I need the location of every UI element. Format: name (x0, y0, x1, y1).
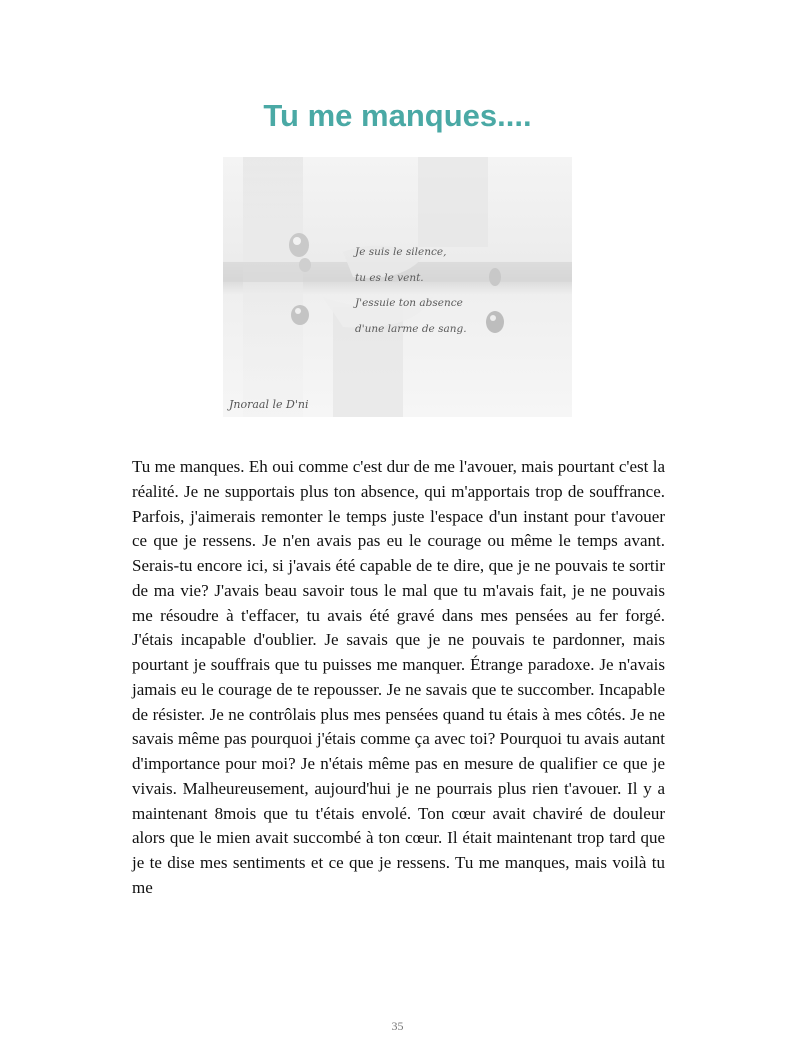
page-title: Tu me manques.... (263, 98, 532, 133)
artist-signature: Jnoraal le D'ni (229, 398, 309, 411)
poem-line: Je suis le silence, (355, 246, 447, 258)
poem-illustration (223, 157, 572, 417)
page-number: 35 (391, 1019, 404, 1033)
body-paragraph: Tu me manques. Eh oui comme c'est dur de me l'avouer, mais pourtant c'est la réalité. Je ne supportais plus ton absence, qui m'apportais trop de souffrance. Parfois, j'aimerais remonter le temps juste l'espace d'un instant pour t'avouer ce que je ressens. Je n'en avais pas eu le courage ou même le temps avant. Serais-tu encore ici, si j'avais été capable de te dire, que je ne pouvais te sortir de ma vie? J'avais beau savoir tous le mal que tu m'avais fait, je ne pouvais me résoudre à t'effacer, tu avais été gravé dans mes pensées au fer forgé. J'étais incapable d'oublier. Je savais que je ne pouvais te pardonner, mais pourtant je souffrais que tu puisses me manquer. Étrange paradoxe. Je n'avais jamais eu le courage de te repousser. Je ne savais que te succomber. Incapable de résister. Je ne contrôlais plus mes pensées quand tu étais à mes côtés. Je ne savais même pas pourquoi j'étais comme ça avec toi? Pourquoi tu avais autant d'importance pour moi? Je n'étais même pas en mesure de qualifier ce que je vivais. Malheureusement, aujourd'hui je ne pourrais plus rien t'avouer. Il y a maintenant 8mois que tu t'étais envolé. Ton cœur avait chaviré de douleur alors que le mien avait succombé à ton cœur. Il était maintenant trop tard que je te dise mes sentiments et ce que je ressens. Tu me manques, mais voilà tu me (132, 457, 665, 897)
poem-line: d'une larme de sang. (355, 322, 467, 335)
poem (355, 240, 555, 342)
poem-line: J'essuie ton absence (355, 297, 463, 309)
poem-line: tu es le vent. (355, 271, 424, 284)
